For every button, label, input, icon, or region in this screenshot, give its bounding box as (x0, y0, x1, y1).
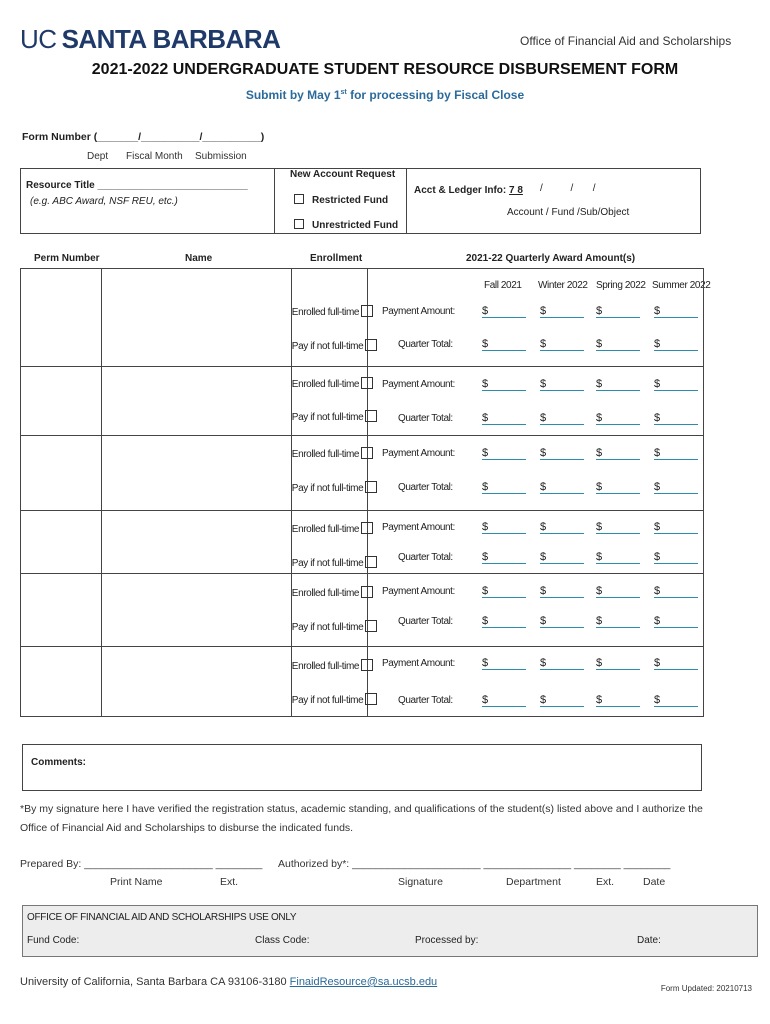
pay-if-option[interactable] (292, 620, 377, 633)
quarter-total-label: Quarter Total: (398, 482, 453, 493)
quarter-total-input[interactable]: $ (654, 615, 698, 628)
name-cell[interactable] (101, 574, 291, 647)
logo-uc: UC (20, 24, 57, 54)
payment-amount-input[interactable]: $ (596, 521, 640, 534)
quarter-total-input[interactable]: $ (540, 615, 584, 628)
quarter-total-input[interactable]: $ (540, 694, 584, 707)
payment-amount-input[interactable]: $ (654, 585, 698, 598)
enrolled-option[interactable] (292, 586, 373, 599)
payment-amount-input[interactable]: $ (482, 378, 526, 391)
prepared-by-field[interactable]: Prepared By: ______________________ ________ (20, 858, 263, 870)
pay-if-checkbox[interactable] (365, 481, 377, 493)
enrollment-cell (291, 269, 368, 367)
enrolled-label: Enrolled full-time (291, 449, 360, 460)
payment-amount-input[interactable]: $ (654, 378, 698, 391)
name-cell[interactable] (101, 269, 291, 367)
ucsb-logo (20, 24, 280, 55)
payment-amount-input[interactable]: $ (596, 447, 640, 460)
header-name: Name (185, 253, 213, 264)
quarter-total-input[interactable]: $ (482, 694, 526, 707)
subtitle-post: for processing by Fiscal Close (346, 88, 525, 102)
quarter-total-input[interactable]: $ (654, 694, 698, 707)
pay-if-checkbox[interactable] (365, 339, 377, 351)
quarter-total-input[interactable]: $ (596, 694, 640, 707)
fund-code-field[interactable]: Fund Code: (27, 935, 80, 946)
perm-number-cell[interactable] (21, 367, 102, 436)
quarter-fall: Fall 2021 (484, 280, 522, 291)
office-date-field[interactable]: Date: (637, 935, 661, 946)
payment-amount-label: Payment Amount: (382, 658, 455, 669)
header-enrollment: Enrollment (310, 253, 363, 264)
quarter-total-input[interactable]: $ (540, 412, 584, 425)
quarter-total-input[interactable]: $ (596, 338, 640, 351)
divider (274, 168, 275, 234)
quarter-total-input[interactable]: $ (482, 481, 526, 494)
perm-number-cell[interactable] (21, 511, 102, 574)
enrolled-option[interactable] (292, 447, 373, 460)
award-cell (368, 511, 704, 574)
quarter-total-input[interactable]: $ (482, 615, 526, 628)
quarter-total-input[interactable]: $ (654, 551, 698, 564)
logo-name: SANTA BARBARA (61, 24, 281, 54)
comments-label: Comments: (31, 757, 87, 768)
office-name: Office of Financial Aid and Scholarships (520, 34, 732, 48)
payment-amount-input[interactable]: $ (540, 657, 584, 670)
payment-amount-input[interactable]: $ (654, 521, 698, 534)
enrolled-label: Enrolled full-time (291, 524, 360, 535)
table-row (21, 367, 704, 436)
name-cell[interactable] (101, 511, 291, 574)
enrolled-checkbox[interactable] (361, 377, 373, 389)
restricted-fund-option[interactable] (294, 194, 388, 206)
enrolled-checkbox[interactable] (361, 586, 373, 598)
payment-amount-input[interactable]: $ (654, 657, 698, 670)
payment-amount-label: Payment Amount: (382, 306, 455, 317)
new-account-label: New Account Request (290, 169, 396, 180)
payment-amount-input[interactable]: $ (596, 585, 640, 598)
payment-amount-label: Payment Amount: (382, 586, 455, 597)
email-link[interactable]: FinaidResource@sa.ucsb.edu (289, 976, 438, 988)
pay-if-option[interactable] (292, 410, 377, 423)
enrollment-cell (291, 436, 368, 511)
authorized-by-field[interactable]: Authorized by*: ______________________ _______________ ________ ________ (278, 858, 671, 870)
payment-amount-input[interactable]: $ (482, 447, 526, 460)
perm-number-cell[interactable] (21, 436, 102, 511)
payment-amount-label: Payment Amount: (382, 448, 455, 459)
quarter-total-input[interactable]: $ (654, 481, 698, 494)
footer-address (20, 976, 437, 988)
department-label: Department (506, 876, 561, 888)
payment-amount-input[interactable]: $ (540, 305, 584, 318)
pay-if-label: Pay if not full-time (291, 483, 364, 494)
name-cell[interactable] (101, 436, 291, 511)
pay-if-option[interactable] (292, 481, 377, 494)
unrestricted-fund-option[interactable] (294, 219, 398, 231)
enrolled-label: Enrolled full-time (291, 307, 360, 318)
quarter-total-input[interactable]: $ (596, 551, 640, 564)
enrolled-label: Enrolled full-time (291, 588, 360, 599)
payment-amount-input[interactable]: $ (540, 447, 584, 460)
quarter-total-input[interactable]: $ (596, 481, 640, 494)
payment-amount-input[interactable]: $ (540, 521, 584, 534)
enrolled-checkbox[interactable] (361, 522, 373, 534)
payment-amount-input[interactable]: $ (596, 378, 640, 391)
enrolled-label: Enrolled full-time (291, 379, 360, 390)
unrestricted-checkbox[interactable] (294, 219, 304, 229)
enrolled-option[interactable] (292, 659, 373, 672)
enrolled-checkbox[interactable] (361, 447, 373, 459)
acct-sublabel: Account / Fund /Sub/Object (507, 207, 630, 218)
pay-if-label: Pay if not full-time (291, 558, 364, 569)
form-number-field[interactable]: Form Number (_______/__________/__________) (22, 131, 265, 143)
quarter-total-input[interactable]: $ (654, 338, 698, 351)
header-award-amounts: 2021-22 Quarterly Award Amount(s) (466, 253, 636, 264)
fiscal-month-label: Fiscal Month (126, 151, 183, 162)
acct-label: Acct & Ledger Info: (414, 185, 510, 196)
restricted-checkbox[interactable] (294, 194, 304, 204)
pay-if-label: Pay if not full-time (291, 341, 364, 352)
processed-by-field[interactable]: Processed by: (415, 935, 479, 946)
payment-amount-input[interactable]: $ (654, 447, 698, 460)
name-cell[interactable] (101, 367, 291, 436)
comments-box[interactable] (22, 744, 702, 791)
pay-if-option[interactable] (292, 556, 377, 569)
table-row (21, 511, 704, 574)
class-code-field[interactable]: Class Code: (255, 935, 310, 946)
acct-value: 7 8 (509, 185, 523, 196)
print-name-label: Print Name (110, 876, 163, 888)
pay-if-checkbox[interactable] (365, 693, 377, 705)
date-label: Date (643, 876, 666, 888)
subtitle-sup: st (340, 89, 347, 96)
payment-amount-label: Payment Amount: (382, 379, 455, 390)
payment-amount-input[interactable]: $ (596, 657, 640, 670)
enrollment-cell (291, 511, 368, 574)
perm-number-cell[interactable] (21, 647, 102, 717)
pay-if-checkbox[interactable] (365, 620, 377, 632)
quarter-total-label: Quarter Total: (398, 339, 453, 350)
quarter-total-input[interactable]: $ (596, 412, 640, 425)
payment-amount-input[interactable]: $ (482, 521, 526, 534)
pay-if-checkbox[interactable] (365, 556, 377, 568)
unrestricted-label: Unrestricted Fund (312, 220, 399, 231)
enrolled-option[interactable] (292, 305, 373, 318)
perm-number-cell[interactable] (21, 269, 102, 367)
pay-if-label: Pay if not full-time (291, 695, 364, 706)
quarter-total-input[interactable]: $ (482, 338, 526, 351)
enrollment-cell (291, 647, 368, 717)
quarter-total-label: Quarter Total: (398, 552, 453, 563)
quarter-summer: Summer 2022 (652, 280, 711, 291)
quarter-winter: Winter 2022 (538, 280, 588, 291)
quarter-total-input[interactable]: $ (540, 551, 584, 564)
quarter-spring: Spring 2022 (596, 280, 646, 291)
quarter-total-input[interactable]: $ (482, 551, 526, 564)
payment-amount-input[interactable]: $ (540, 585, 584, 598)
form-subtitle (0, 88, 770, 102)
submission-label: Submission (195, 151, 247, 162)
acct-slashes: / / / (540, 183, 596, 194)
enrollment-cell (291, 367, 368, 436)
form-title: 2021-2022 UNDERGRADUATE STUDENT RESOURCE DISBURSEMENT FORM (91, 61, 679, 78)
resource-example: (e.g. ABC Award, NSF REU, etc.) (30, 196, 178, 207)
payment-amount-input[interactable]: $ (540, 378, 584, 391)
pay-if-label: Pay if not full-time (291, 622, 364, 633)
form-updated: Form Updated: 20210713 (660, 984, 752, 993)
name-cell[interactable] (101, 647, 291, 717)
payment-amount-input[interactable]: $ (654, 305, 698, 318)
perm-number-cell[interactable] (21, 574, 102, 647)
ext2-label: Ext. (596, 876, 615, 888)
certification-text: *By my signature here I have verified the registration status, academic standing, and qualifications of the student(s) listed above and I authorize the Office of Financial Aid and Scholarships to disburse the indicated funds. (20, 803, 703, 834)
quarter-total-label: Quarter Total: (398, 616, 453, 627)
award-cell (368, 367, 704, 436)
subtitle-pre: Submit by May 1 (245, 88, 341, 102)
quarter-total-input[interactable]: $ (482, 412, 526, 425)
pay-if-option[interactable] (292, 693, 377, 706)
quarter-total-input[interactable]: $ (540, 338, 584, 351)
enrolled-checkbox[interactable] (361, 659, 373, 671)
enrolled-option[interactable] (292, 377, 373, 390)
quarter-total-label: Quarter Total: (398, 695, 453, 706)
dept-label: Dept (87, 151, 109, 162)
quarter-total-input[interactable]: $ (654, 412, 698, 425)
office-use-title: OFFICE OF FINANCIAL AID AND SCHOLARSHIPS USE ONLY (27, 912, 297, 923)
payment-amount-input[interactable]: $ (482, 657, 526, 670)
quarter-total-label: Quarter Total: (398, 413, 453, 424)
pay-if-checkbox[interactable] (365, 410, 377, 422)
pay-if-option[interactable] (292, 339, 377, 352)
payment-amount-input[interactable]: $ (482, 585, 526, 598)
office-use-box (22, 905, 758, 957)
ext-label: Ext. (220, 876, 239, 888)
enrolled-checkbox[interactable] (361, 305, 373, 317)
divider (406, 168, 407, 234)
resource-title-field[interactable]: Resource Title ___________________________ (26, 180, 248, 191)
quarter-total-input[interactable]: $ (596, 615, 640, 628)
acct-ledger-field[interactable] (414, 185, 523, 196)
quarter-total-input[interactable]: $ (540, 481, 584, 494)
pay-if-label: Pay if not full-time (291, 412, 364, 423)
address-text: University of California, Santa Barbara CA 93106-3180 (20, 976, 290, 988)
payment-amount-input[interactable]: $ (482, 305, 526, 318)
payment-amount-label: Payment Amount: (382, 522, 455, 533)
restricted-label: Restricted Fund (312, 195, 389, 206)
signature-label: Signature (398, 876, 443, 888)
header-perm-number: Perm Number (34, 253, 100, 264)
enrollment-cell (291, 574, 368, 647)
enrolled-option[interactable] (292, 522, 373, 535)
enrolled-label: Enrolled full-time (291, 661, 360, 672)
payment-amount-input[interactable]: $ (596, 305, 640, 318)
